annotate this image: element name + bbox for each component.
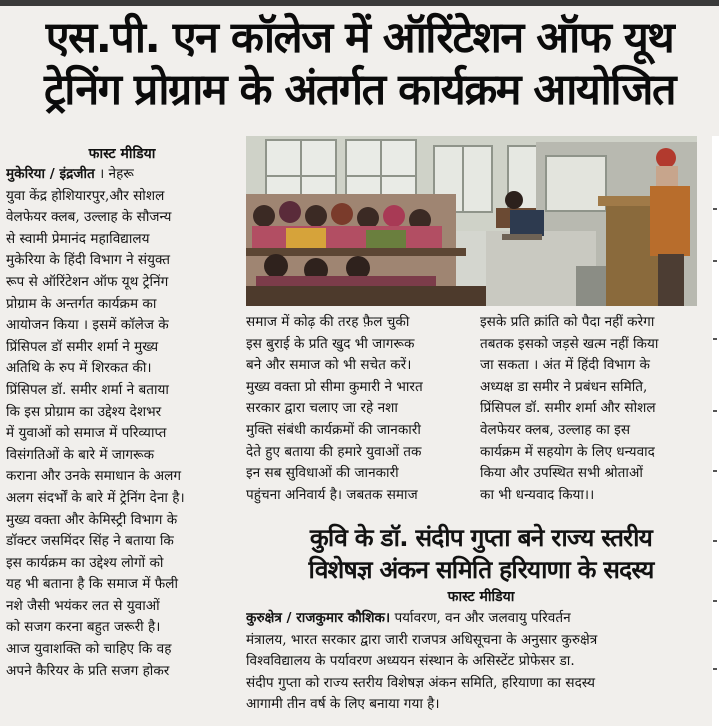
story1-col1-line: मुकेरिया के हिंदी विभाग ने संयुक्त [6, 252, 171, 269]
story1-col2-line: देते हुए बताया की हमारे युवाओं तक [246, 443, 422, 460]
story2-line: संदीप गुप्ता को राज्य स्तरीय विशेषज्ञ अंकन समिति, हरियाणा का सदस्य [246, 674, 595, 691]
story1-col2-line: मुख्य वक्ता प्रो सीमा कुमारी ने भारत [246, 378, 423, 395]
story1-col1-line: यह भी बताना है कि समाज में फैली [6, 576, 178, 593]
story1-dateline: मुकेरिया / इंद्रजीत [6, 166, 95, 182]
story1-col3-line: जा सकता । अंत में हिंदी विभाग के [480, 357, 650, 374]
headline-line-1: एस.पी. एन कॉलेज में ऑरिंटेशन ऑफ यूथ [45, 13, 674, 63]
story1-col1-line: से स्वामी प्रेमानंद महाविद्यालय [6, 230, 150, 247]
story1-col1-line: में युवाओं को समाज में परिव्याप्त [6, 425, 167, 442]
story2-headline-line-1: कुवि के डॉ. संदीप गुप्ता बने राज्य स्तरीय [309, 523, 653, 552]
story1-column-1 [6, 164, 240, 726]
story1-col1-line: विसंगतिओं के बारे में जागरूक [6, 446, 155, 463]
edge-mark [713, 260, 717, 262]
story1-col1-line: युवा केंद्र होशियारपुर,और सोशल [6, 187, 165, 204]
story2-headline [246, 522, 716, 586]
story1-first-line [6, 164, 240, 186]
story1-col1-line: अतिथि के रुप में शिरकत की। [6, 360, 152, 377]
edge-mark [713, 470, 717, 472]
story1-col1-line: प्रिंसिपल डॉ समीर शर्मा ने मुख्य [6, 338, 159, 355]
story1-col3-line: का भी धन्यवाद किया।। [480, 486, 595, 503]
story1-col1-line: आज युवाशक्ति को चाहिए कि वह [6, 641, 172, 658]
story1-column-3 [480, 312, 708, 508]
story1-col1-line: मुख्य वक्ता और केमिस्ट्री विभाग के [6, 511, 178, 528]
story1-col1-line: रूप से ऑरिंटेशन ऑफ यूथ ट्रेनिंग [6, 273, 169, 290]
story1-col1-line: आयोजन किया । इसमें कॉलेज के [6, 317, 169, 334]
edge-mark [713, 410, 717, 412]
story1-col1-line: । नेहरू [99, 166, 134, 182]
edge-mark [713, 338, 717, 340]
story1-col1-line: इस कार्यक्रम का उद्देश्य लोगों को [6, 554, 164, 571]
story1-col2-line: इस बुराई के प्रति खुद भी जागरूक [246, 335, 415, 352]
event-photo-illustration [246, 136, 697, 306]
edge-mark [713, 600, 717, 602]
edge-mark [713, 208, 717, 210]
story1-col1-line: कि इस प्रोग्राम का उद्देश्य देशभर [6, 403, 162, 420]
story2-first-line [246, 608, 710, 630]
top-strip [0, 0, 719, 6]
story2-body [246, 608, 710, 726]
story1-col3-line: इसके प्रति क्रांति को पैदा नहीं करेगा [480, 314, 655, 330]
story1-col2-line: समाज में कोढ़ की तरह फ़ैल चुकी [246, 314, 410, 330]
story2-line: आगामी तीन वर्ष के लिए बनाया गया है। [246, 696, 440, 713]
story1-col2-line: सरकार द्वारा चलाए जा रहे नशा [246, 400, 398, 417]
adjacent-column-edge [712, 136, 719, 726]
story1-col3-line: वेलफेयर क्लब, उल्लाह का इस [480, 421, 631, 438]
story1-col3-line: प्रिंसिपल डॉ. समीर शर्मा और सोशल [480, 400, 656, 417]
story2-agency: फास्ट मीडिया [447, 589, 515, 605]
event-photo [246, 136, 697, 306]
story2-line: पर्यावरण, वन और जलवायु परिवर्तन [394, 610, 571, 626]
story1-col2-line: इन सब सुविधाओं की जानकारी [246, 465, 399, 482]
story1-col3-line: तबतक इसको जड़से खत्म नहीं किया [480, 335, 659, 352]
story1-col2-line: मुक्ति संबंधी कार्यक्रमों की जानकारी [246, 421, 421, 438]
story1-col1-line: प्रोग्राम के अन्तर्गत कार्यक्रम का [6, 295, 157, 312]
story1-col2-line: पहुंचना अनिवार्य है। जबतक समाज [246, 486, 418, 503]
story2-line: मंत्रालय, भारत सरकार द्वारा जारी राजपत्र अधिसूचना के अनुसार कुरुक्षेत्र [246, 631, 598, 648]
story1-col3-line: कार्यक्रम में सहयोग के लिए धन्यवाद [480, 443, 655, 460]
story1-col1-line: को सजग करना बहुत जरूरी है। [6, 619, 161, 636]
story1-col2-line: बने और समाज को भी सचेत करें। [246, 357, 412, 374]
story1-col3-line: किया और उपस्थित सभी श्रोताओं [480, 465, 643, 482]
story1-col1-line: प्रिंसिपल डॉ. समीर शर्मा ने बताया [6, 381, 169, 398]
story1-col3-line: अध्यक्ष डा समीर ने प्रबंधन समिति, [480, 378, 648, 395]
story1-col1-line: अपने कैरियर के प्रति सजग होकर [6, 662, 170, 679]
story1-column-2 [246, 312, 468, 508]
story2-dateline: कुरुक्षेत्र / राजकुमार कौशिक। [246, 610, 391, 626]
story1-col1-line: कराना और उनके समाधान के अलग [6, 468, 182, 485]
story1-col1-line: नशे जैसी भयंकर लत से युवाओं [6, 597, 160, 614]
story2-line: विश्वविद्यालय के पर्यावरण अध्ययन संस्थान के असिस्टेंट प्रोफेसर डा. [246, 653, 575, 670]
story1-col1-line: डॉक्टर जसमिंदर सिंह ने बताया कि [6, 533, 174, 550]
edge-mark [713, 668, 717, 670]
story1-agency: फास्ट मीडिया [88, 146, 156, 162]
story1-col1-line: अलग संदर्भों के बारे में ट्रेनिंग देना है। [6, 489, 185, 506]
headline-line-2: ट्रेनिंग प्रोग्राम के अंतर्गत कार्यक्रम आयोजित [44, 65, 675, 115]
story2-headline-line-2: विशेषज्ञ अंकन समिति हरियाणा के सदस्य [308, 555, 654, 584]
edge-mark [713, 540, 717, 542]
main-headline [4, 12, 715, 116]
story1-col1-line: वेलफेयर क्लब, उल्लाह के सौजन्य [6, 209, 172, 226]
